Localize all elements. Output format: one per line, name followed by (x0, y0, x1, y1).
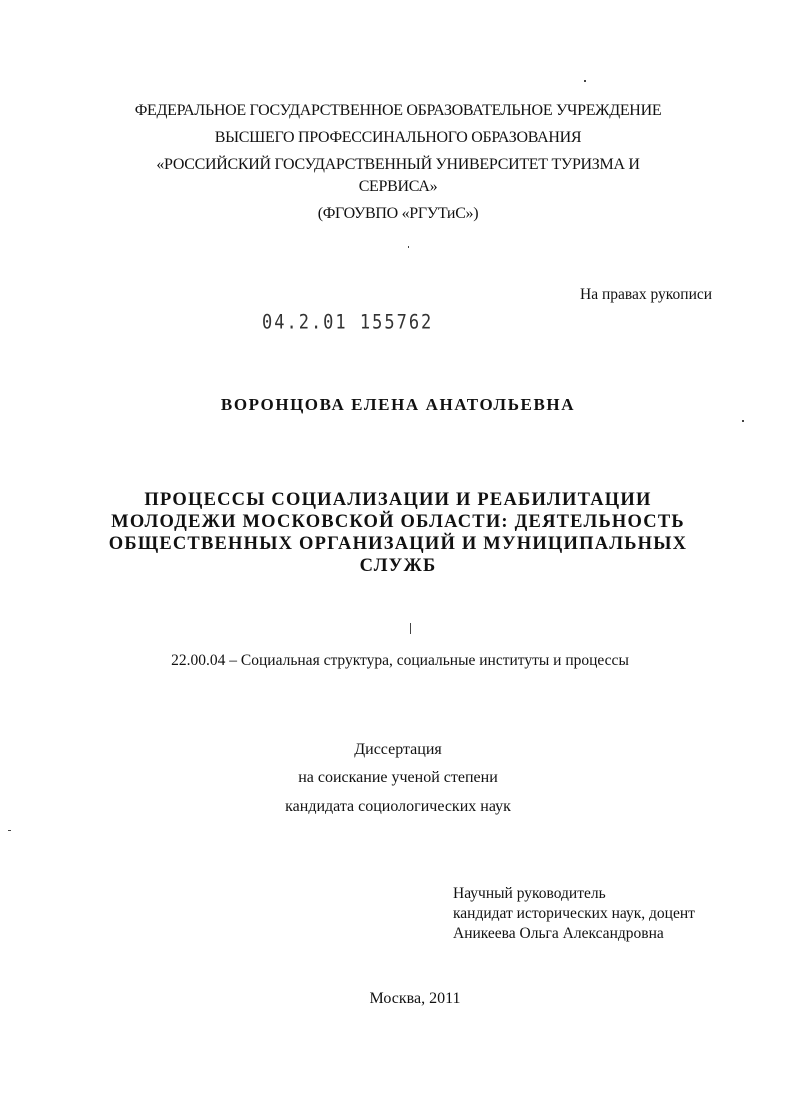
institution-line-3: «РОССИЙСКИЙ ГОСУДАРСТВЕННЫЙ УНИВЕРСИТЕТ ТУРИЗМА И (156, 156, 640, 173)
supervisor-credentials: кандидат исторических наук, доцент (453, 905, 695, 922)
author-name: ВОРОНЦОВА ЕЛЕНА АНАТОЛЬЕВНА (220, 395, 576, 414)
degree-line-2: на соискание ученой степени (298, 769, 498, 786)
title-line-2: МОЛОДЕЖИ МОСКОВСКОЙ ОБЛАСТИ: ДЕЯТЕЛЬНОСТЬ (111, 512, 685, 532)
scan-speck (408, 246, 409, 248)
title-line-3: ОБЩЕСТВЕННЫХ ОРГАНИЗАЦИЙ И МУНИЦИПАЛЬНЫХ (108, 534, 688, 554)
place-year: Москва, 2011 (369, 990, 461, 1007)
title-line-1: ПРОЦЕССЫ СОЦИАЛИЗАЦИИ И РЕАБИЛИТАЦИИ (144, 490, 652, 510)
institution-line-2: ВЫСШЕГО ПРОФЕССИНАЛЬНОГО ОБРАЗОВАНИЯ (214, 129, 582, 146)
registration-stamp: 04.2.01 155762 (262, 311, 434, 334)
degree-line-3: кандидата социологических наук (285, 798, 511, 815)
scan-speck (742, 420, 744, 422)
institution-line-1: ФЕДЕРАЛЬНОЕ ГОСУДАРСТВЕННОЕ ОБРАЗОВАТЕЛЬНОЕ УЧРЕЖДЕНИЕ (134, 102, 662, 119)
institution-abbreviation: (ФГОУВПО «РГУТиС») (317, 205, 479, 222)
supervisor-role: Научный руководитель (453, 885, 606, 902)
speciality-code: 22.00.04 – Социальная структура, социальные институты и процессы (171, 652, 629, 669)
scan-speck (584, 80, 586, 82)
supervisor-name: Аникеева Ольга Александровна (453, 925, 664, 942)
institution-line-4: СЕРВИСА» (358, 178, 438, 195)
degree-line-1: Диссертация (354, 741, 442, 758)
title-line-4: СЛУЖБ (359, 556, 437, 576)
rights-note: На правах рукописи (580, 286, 713, 303)
scan-speck (8, 830, 11, 831)
scan-speck (410, 623, 411, 634)
